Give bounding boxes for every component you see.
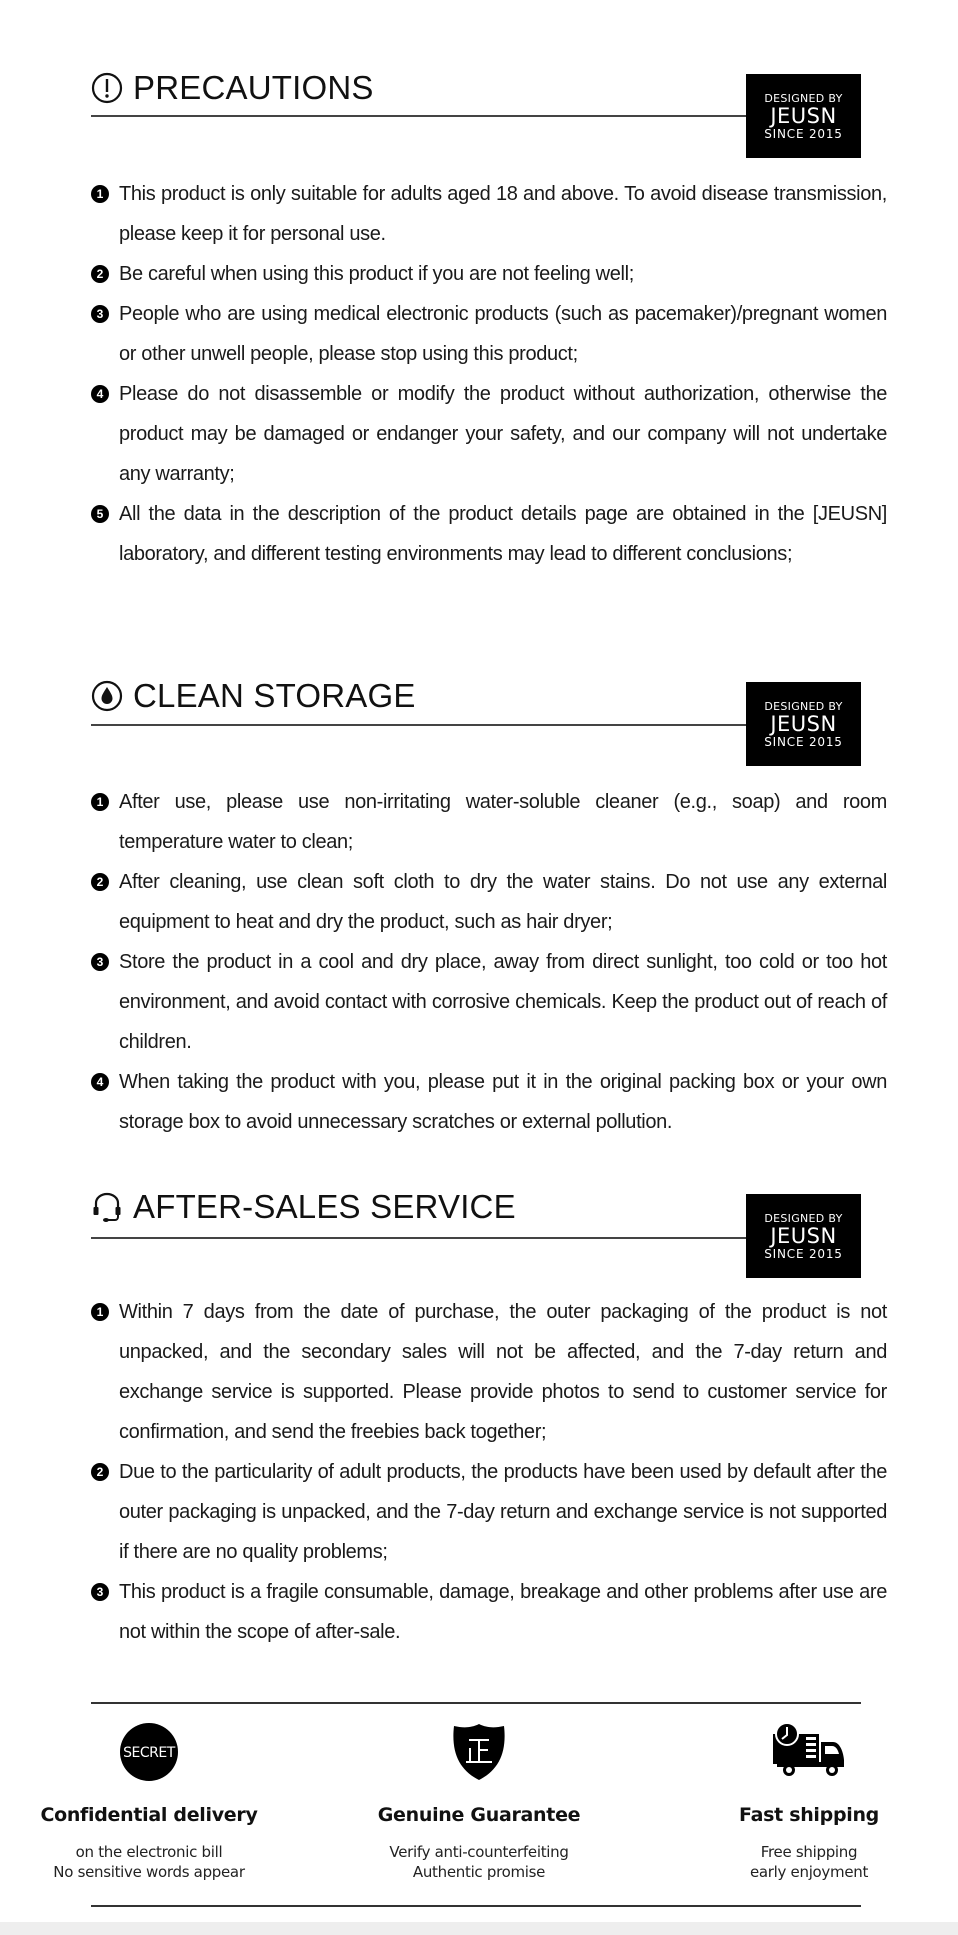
feature-genuine-guarantee	[349, 1720, 609, 1882]
list-item-text: This product is a fragile consumable, damage, breakage and other problems after use are not within the scope of after-sale.	[119, 1581, 887, 1643]
section-title	[91, 68, 374, 108]
list-item-text: Due to the particularity of adult products, the products have been used by default after the outer packaging is unpacked, and the 7-day return and exchange service is not supported if there are no quality problems;	[119, 1461, 887, 1563]
designed-by-badge	[746, 682, 861, 766]
feature-line: Verify anti-counterfeiting	[389, 1843, 569, 1861]
page-bottom-band	[0, 1922, 958, 1935]
badge-line3: SINCE 2015	[764, 1246, 843, 1261]
list-item	[91, 494, 887, 574]
water-drop-circle-icon	[91, 680, 123, 712]
exclamation-circle-icon	[91, 72, 123, 104]
header-divider	[91, 724, 747, 726]
list-item	[91, 862, 887, 942]
list-item-text: Be careful when using this product if you are not feeling well;	[119, 263, 634, 285]
list-item-text: All the data in the description of the product details page are obtained in the [JEUSN] laboratory, and different testing environments may lead to different conclusions;	[119, 503, 887, 565]
list-item	[91, 374, 887, 494]
list-item	[91, 782, 887, 862]
section-after-sales	[91, 1187, 887, 1643]
header-divider	[91, 1237, 747, 1239]
number-bullet-icon: 4	[91, 385, 109, 403]
feature-title: Confidential delivery	[40, 1804, 258, 1826]
feature-confidential-delivery	[19, 1720, 279, 1882]
designed-by-badge	[746, 74, 861, 158]
section-title	[91, 1187, 516, 1227]
feature-line: on the electronic bill	[75, 1843, 223, 1861]
feature-line: No sensitive words appear	[53, 1863, 245, 1881]
badge-line3: SINCE 2015	[764, 734, 843, 749]
list-item-text: Store the product in a cool and dry place, away from direct sunlight, too cold or too hot environment, and avoid contact with corrosive chemicals. Keep the product out of reach of children.	[119, 951, 887, 1053]
secret-badge-icon	[19, 1720, 279, 1784]
feature-line: early enjoyment	[749, 1863, 869, 1881]
feature-title: Fast shipping	[739, 1804, 879, 1826]
list-item	[91, 254, 887, 294]
list-item	[91, 1572, 887, 1652]
badge-line3: SINCE 2015	[764, 126, 843, 141]
list-item-text: Please do not disassemble or modify the product without authorization, otherwise the product may be damaged or endanger your safety, and our company will not undertake any warranty;	[119, 383, 887, 485]
headset-icon	[91, 1191, 123, 1223]
badge-line1: DESIGNED BY	[764, 1211, 843, 1225]
list-item	[91, 942, 887, 1062]
badge-brand: JEUSN	[770, 103, 837, 128]
number-bullet-icon: 5	[91, 505, 109, 523]
number-bullet-icon: 3	[91, 953, 109, 971]
list-item-text: Within 7 days from the date of purchase, the outer packaging of the product is not unpacked, and the secondary sales will not be affected, and the 7-day return and exchange service is supported. Please provide photos to send to customer service for confirmation, and send the freebies back together;	[119, 1301, 887, 1443]
list-item	[91, 1452, 887, 1572]
svg-text:SECRET: SECRET	[123, 1745, 175, 1761]
list-item-text: This product is only suitable for adults aged 18 and above. To avoid disease transmission, please keep it for personal use.	[119, 183, 887, 245]
feature-line: Authentic promise	[412, 1863, 546, 1881]
header-divider	[91, 115, 747, 117]
precautions-list	[91, 174, 887, 574]
badge-line1: DESIGNED BY	[764, 699, 843, 713]
clean-storage-list	[91, 782, 887, 1142]
badge-line1: DESIGNED BY	[764, 91, 843, 105]
list-item-text: When taking the product with you, please put it in the original packing box or your own storage box to avoid unnecessary scratches or external pollution.	[119, 1071, 887, 1133]
designed-by-badge	[746, 1194, 861, 1278]
number-bullet-icon: 1	[91, 1303, 109, 1321]
section-header	[91, 68, 887, 178]
shield-genuine-icon	[349, 1720, 609, 1784]
list-item-text: After cleaning, use clean soft cloth to dry the water stains. Do not use any external equipment to heat and dry the product, such as hair dryer;	[119, 871, 887, 933]
list-item	[91, 174, 887, 254]
number-bullet-icon: 1	[91, 185, 109, 203]
after-sales-list	[91, 1292, 887, 1652]
number-bullet-icon: 3	[91, 1583, 109, 1601]
list-item	[91, 1062, 887, 1142]
section-title-text: AFTER-SALES SERVICE	[133, 1188, 516, 1225]
list-item	[91, 294, 887, 374]
number-bullet-icon: 1	[91, 793, 109, 811]
number-bullet-icon: 2	[91, 1463, 109, 1481]
section-title	[91, 676, 416, 716]
section-clean-storage	[91, 676, 887, 1133]
number-bullet-icon: 2	[91, 873, 109, 891]
section-header	[91, 1187, 887, 1297]
section-header	[91, 676, 887, 786]
feature-title: Genuine Guarantee	[377, 1804, 581, 1826]
feature-line: Free shipping	[760, 1843, 858, 1861]
list-item	[91, 1292, 887, 1452]
number-bullet-icon: 3	[91, 305, 109, 323]
feature-fast-shipping	[679, 1720, 939, 1882]
list-item-text: People who are using medical electronic products (such as pacemaker)/pregnant women or other unwell people, please stop using this product;	[119, 303, 887, 365]
number-bullet-icon: 2	[91, 265, 109, 283]
footer-bottom-divider	[91, 1905, 861, 1907]
badge-brand: JEUSN	[770, 711, 837, 736]
section-precautions	[91, 68, 887, 565]
list-item-text: After use, please use non-irritating water-soluble cleaner (e.g., soap) and room temperature water to clean;	[119, 791, 887, 853]
badge-brand: JEUSN	[770, 1223, 837, 1248]
number-bullet-icon: 4	[91, 1073, 109, 1091]
delivery-truck-icon	[679, 1720, 939, 1784]
section-title-text: PRECAUTIONS	[133, 69, 374, 106]
section-title-text: CLEAN STORAGE	[133, 677, 416, 714]
footer-top-divider	[91, 1702, 861, 1704]
